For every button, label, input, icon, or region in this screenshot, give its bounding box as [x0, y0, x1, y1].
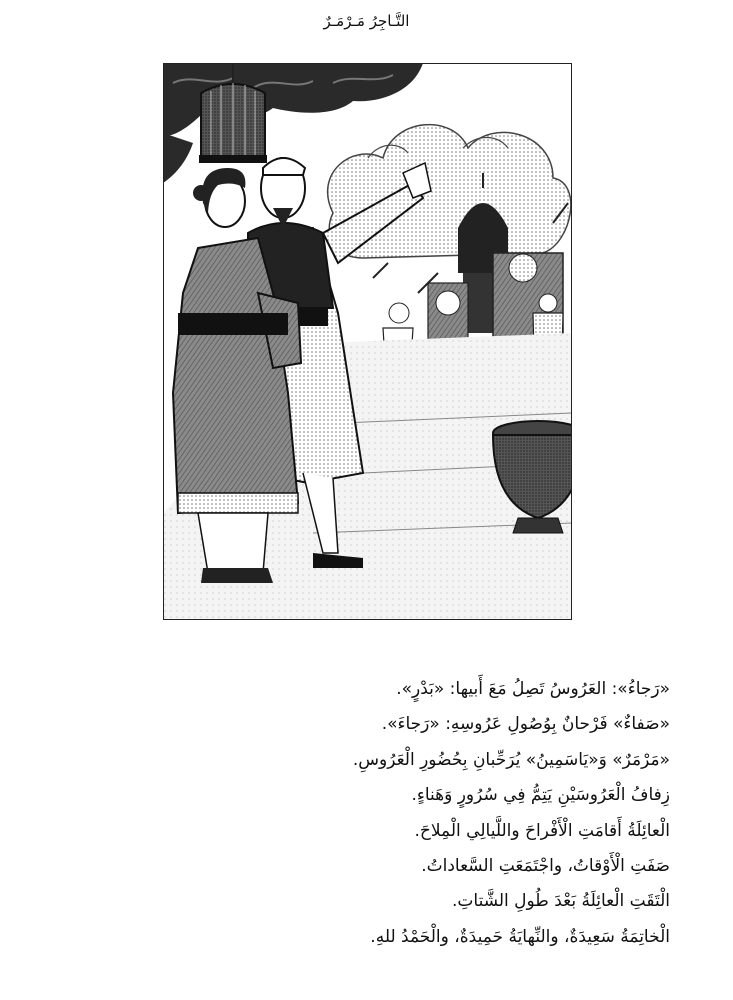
- story-line-4: زِفافُ الْعَرُوسَيْنِ يَتِمُّ فِي سُرُورٍ وَهَناءٍ.: [411, 785, 670, 806]
- story-illustration: [163, 63, 572, 620]
- story-line-8: الْخاتِمَةُ سَعِيدَةٌ، والنِّهايَةُ حَمِيدَةٌ، والْحَمْدُ للهِ.: [370, 926, 670, 947]
- story-line-3: «مَرْمَرٌ» وَ«يَاسَمِينُ» يُرَحِّبانِ بِحُضُورِ الْعَرُوسِ.: [352, 749, 670, 770]
- story-line-7: الْتَقَتِ الْعائِلَةُ بَعْدَ طُولِ الشَّتاتِ.: [451, 891, 670, 912]
- running-title: التَّـاجِرُ مَـرْمَـرٌ: [323, 12, 410, 30]
- story-text: [230, 672, 670, 955]
- story-line-5: الْعائِلَةُ أَقامَتِ الْأَفْراحَ واللَّيالِي الْمِلاحَ.: [414, 820, 670, 841]
- story-line-2: «صَفاءٌ» فَرْحانٌ بِوُصُولِ عَرُوسِهِ: «رَجاءَ».: [381, 714, 670, 735]
- story-line-1: «رَجاءُ»: العَرُوسُ تَصِلُ مَعَ أَبيها: «بَدْرٍ».: [396, 679, 670, 699]
- story-line-6: صَفَتِ الْأَوْقاتُ، واجْتَمَعَتِ السَّعاداتُ.: [421, 855, 670, 876]
